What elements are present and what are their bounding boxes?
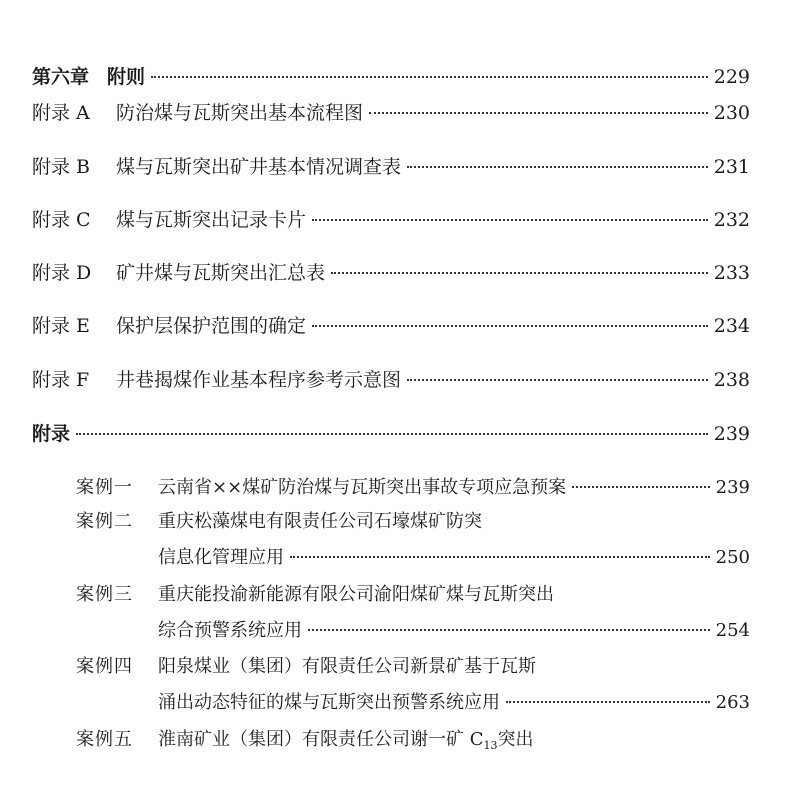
- page-number: 230: [713, 102, 750, 124]
- dot-leader: [151, 76, 708, 78]
- case-title: 重庆松藻煤电有限责任公司石壕煤矿防突: [158, 511, 482, 532]
- case-title: 云南省××煤矿防治煤与瓦斯突出事故专项应急预案: [158, 477, 567, 498]
- case-title-suffix: 突出: [497, 729, 534, 750]
- case-label: 案例一: [76, 477, 133, 498]
- page-number: 233: [713, 262, 750, 284]
- appendix-title: 煤与瓦斯突出矿井基本情况调查表: [116, 156, 402, 178]
- chapter-title: 附则: [107, 66, 146, 88]
- toc-appendix-section[interactable]: [32, 421, 750, 447]
- toc-chapter-6[interactable]: [32, 64, 750, 90]
- toc-case-2-cont[interactable]: [158, 545, 750, 571]
- dot-leader: [331, 272, 708, 274]
- toc-case-2[interactable]: [76, 509, 750, 535]
- case-title-prefix: 淮南矿业（集团）有限责任公司谢一矿 C: [158, 729, 484, 750]
- case-title: 阳泉煤业（集团）有限责任公司新景矿基于瓦斯: [158, 656, 536, 677]
- toc-appendix-c[interactable]: [32, 207, 750, 233]
- toc-appendix-a[interactable]: [32, 100, 750, 126]
- toc-case-3-cont[interactable]: [158, 618, 750, 644]
- appendix-label: 附录 A: [32, 102, 90, 124]
- case-label: 案例三: [76, 584, 133, 605]
- dot-leader: [308, 629, 710, 631]
- page-number: 229: [713, 66, 750, 88]
- toc-case-5[interactable]: [76, 727, 750, 759]
- dot-leader: [369, 112, 708, 114]
- subscript: 13: [483, 739, 498, 752]
- case-title-cont: 涌出动态特征的煤与瓦斯突出预警系统应用: [158, 692, 500, 713]
- toc-appendix-f[interactable]: [32, 367, 750, 393]
- dot-leader: [407, 379, 708, 381]
- page-number: 231: [713, 156, 750, 178]
- toc-appendix-b[interactable]: [32, 154, 750, 180]
- dot-leader: [312, 325, 708, 327]
- page-number: 250: [715, 547, 750, 568]
- page-number: 263: [715, 692, 750, 713]
- appendix-title: 防治煤与瓦斯突出基本流程图: [116, 102, 364, 124]
- appendix-label: 附录 C: [32, 209, 91, 231]
- case-title-cont: 综合预警系统应用: [158, 620, 302, 641]
- toc-appendix-d[interactable]: [32, 260, 750, 286]
- page-number: 238: [713, 369, 750, 391]
- appendix-label: 附录 B: [32, 156, 91, 178]
- toc-case-1[interactable]: [76, 475, 750, 501]
- toc-case-4-cont[interactable]: [158, 690, 750, 716]
- appendix-label: 附录 F: [32, 369, 90, 391]
- section-title: 附录: [32, 423, 71, 445]
- chapter-label: 第六章: [32, 66, 90, 88]
- page-number: 239: [715, 477, 750, 498]
- toc-appendix-e[interactable]: [32, 313, 750, 339]
- dot-leader: [572, 486, 709, 488]
- toc-case-3[interactable]: [76, 582, 750, 608]
- dot-leader: [290, 556, 710, 558]
- case-title-cont: 信息化管理应用: [158, 547, 284, 568]
- appendix-title: 保护层保护范围的确定: [116, 315, 307, 337]
- appendix-title: 煤与瓦斯突出记录卡片: [116, 209, 307, 231]
- appendix-label: 附录 E: [32, 315, 90, 337]
- case-title: 重庆能投渝新能源有限公司渝阳煤矿煤与瓦斯突出: [158, 584, 554, 605]
- page-number: 232: [713, 209, 750, 231]
- page-number: 239: [713, 423, 750, 445]
- case-label: 案例二: [76, 511, 133, 532]
- case-title: [158, 727, 534, 759]
- appendix-title: 井巷揭煤作业基本程序参考示意图: [116, 369, 402, 391]
- page-number: 254: [715, 620, 750, 641]
- appendix-title: 矿井煤与瓦斯突出汇总表: [116, 262, 326, 284]
- dot-leader: [506, 701, 710, 703]
- case-label: 案例五: [76, 729, 133, 750]
- toc-case-4[interactable]: [76, 654, 750, 680]
- dot-leader: [76, 433, 708, 435]
- appendix-label: 附录 D: [32, 262, 92, 284]
- dot-leader: [312, 219, 708, 221]
- dot-leader: [407, 166, 708, 168]
- page-number: 234: [713, 315, 750, 337]
- case-label: 案例四: [76, 656, 133, 677]
